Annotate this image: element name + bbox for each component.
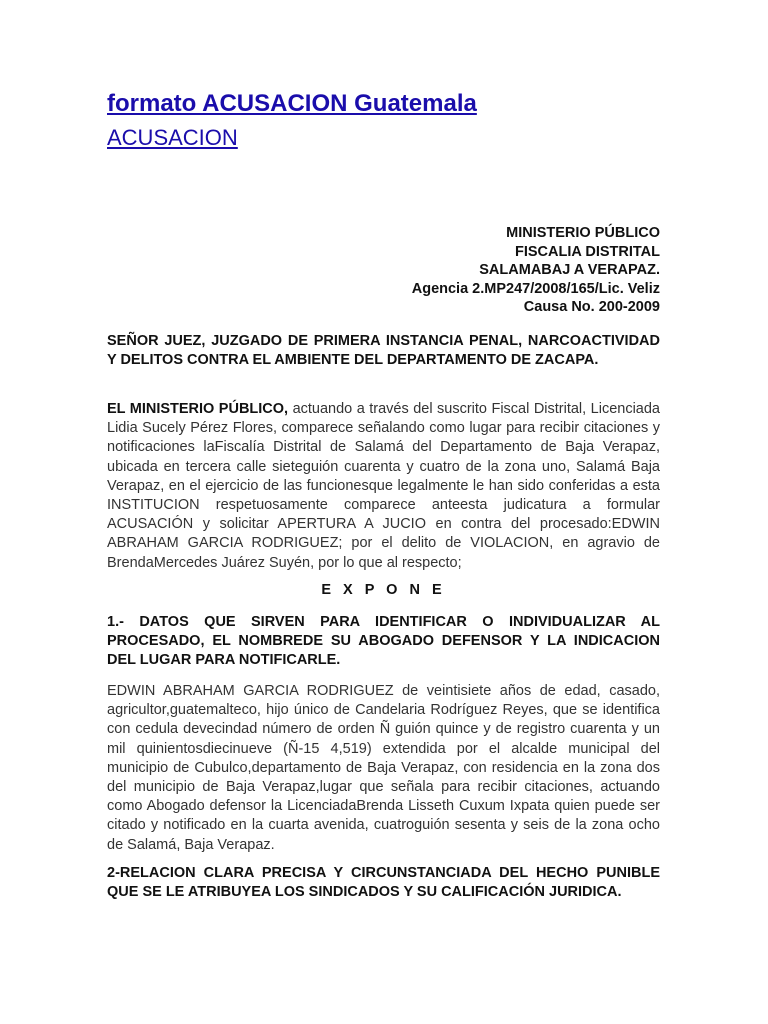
intro-text: actuando a través del suscrito Fiscal Distrital, Licenciada Lidia Sucely Pérez Flores, comparece señalando como lugar para recibir citaciones y notificaciones laFiscalía Distrital de Salamá del Departamento de Baja Verapaz, ubicada en tercera calle sieteguión cuarenta y cuatro de la zona uno, Salamá Baja Verapaz, en el ejercicio de las funcionesque legalmente le han sido conferidas a esta INSTITUCION respetuosamente comparece anteesta judicatura a formular ACUSACIÓN y solicitar APERTURA A JUCIO en contra del procesado:EDWIN ABRAHAM GARCIA RODRIGUEZ; por el delito de VIOLACION, en agravio de BrendaMercedes Juárez Suyén, por lo que al respecto; [107, 401, 660, 571]
header-line-agencia: Agencia 2.MP247/2008/165/Lic. Veliz [411, 280, 660, 297]
header-block [412, 224, 660, 317]
section1-heading: 1.- DATOS QUE SIRVEN PARA IDENTIFICAR O INDIVIDUALIZAR AL PROCESADO, EL NOMBREDE SU ABOGADO DEFENSOR Y LA INDICACION DEL LUGAR PARA NOTIFICARLE. [107, 614, 660, 669]
document-title-link[interactable]: formato ACUSACION Guatemala [107, 90, 477, 117]
intro-bold: EL MINISTERIO PÚBLICO, [107, 401, 289, 417]
section1-paragraph: EDWIN ABRAHAM GARCIA RODRIGUEZ de veintisiete años de edad, casado, agricultor,guatemalteco, hijo único de Candelaria Rodríguez Reyes, que se identifica con cedula devecindad número de orden Ñ guión quince y de registro cuarenta y un mil quinientosdiecinueve (Ñ-15 4,519) extendida por el alcalde municipal del municipio de Cubulco,departamento de Baja Verapaz, con residencia en la zona dos del municipio de Baja Verapaz,lugar que señala para recibir citaciones, actuando como Abogado defensor la LicenciadaBrenda Lisseth Cuxum Ixpata quien puede ser citado y notificado en la cuarta avenida, cuatroguión sesenta y seis de la zona ocho de Salamá, Baja Verapaz. [107, 683, 660, 853]
header-line-ministerio: MINISTERIO PÚBLICO [506, 225, 660, 241]
address-to-judge: SEÑOR JUEZ, JUZGADO DE PRIMERA INSTANCIA PENAL, NARCOACTIVIDAD Y DELITOS CONTRA EL AMBIENTE DEL DEPARTAMENTO DE ZACAPA. [107, 333, 660, 369]
document-subtitle-link[interactable]: ACUSACION [107, 125, 238, 150]
intro-paragraph [107, 400, 660, 573]
section2-heading: 2-RELACION CLARA PRECISA Y CIRCUNSTANCIADA DEL HECHO PUNIBLE QUE SE LE ATRIBUYEA LOS SINDICADOS Y SU CALIFICACIÓN JURIDICA. [107, 865, 660, 901]
header-line-causa: Causa No. 200-2009 [523, 299, 660, 315]
header-line-location: SALAMABAJ A VERAPAZ. [479, 262, 660, 278]
header-line-fiscalia: FISCALIA DISTRITAL [515, 243, 660, 260]
expone-heading: E X P O N E [321, 582, 446, 598]
